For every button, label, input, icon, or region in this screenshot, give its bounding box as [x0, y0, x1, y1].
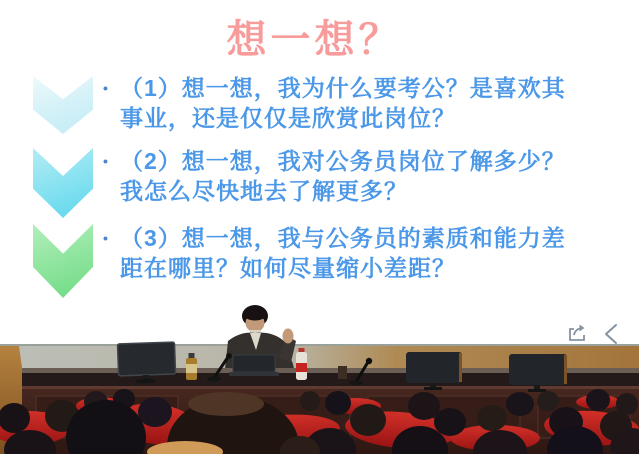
bullet-2-line-1: （2）想一想，我对公务员岗位了解多少？: [120, 148, 566, 174]
raised-hand: [283, 329, 294, 344]
bullet-dot-icon: •: [103, 153, 109, 169]
back-chevron-icon[interactable]: [600, 321, 624, 347]
slide-bullet-3: [103, 223, 595, 283]
chevron-down-graphic-1: [33, 76, 93, 134]
share-icon[interactable]: [564, 320, 592, 346]
bullet-1-line-2: 事业，还是仅仅是欣赏此岗位？: [120, 105, 456, 131]
chevron-down-graphic-3: [33, 224, 93, 298]
slide-title: 想一想？: [226, 18, 403, 62]
slide-bullet-2: [103, 146, 595, 206]
slide-bullet-1: [103, 73, 595, 133]
water-bottle: [296, 348, 307, 380]
bullet-3-line-2: 距在哪里？如何尽量缩小差距？: [120, 255, 456, 281]
bullet-2-line-2: 我怎么尽快地去了解更多？: [120, 178, 408, 204]
tea-cup: [338, 366, 347, 379]
bullet-dot-icon: •: [103, 80, 109, 96]
chevron-down-graphic-2: [33, 148, 93, 218]
bullet-1-line-1: （1）想一想，我为什么要考公？是喜欢其: [120, 75, 566, 101]
lecture-hall-photo: [0, 300, 639, 454]
laptop: [229, 355, 279, 376]
bullet-dot-icon: •: [103, 230, 109, 246]
bullet-3-line-1: （3）想一想，我与公务员的素质和能力差: [120, 225, 566, 251]
